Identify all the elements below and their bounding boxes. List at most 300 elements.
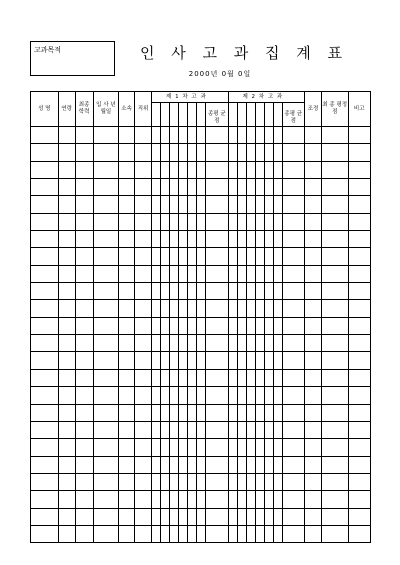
table-cell [264,196,273,213]
header-name: 성 명 [31,92,59,127]
table-cell [58,421,75,438]
table-cell [237,369,246,386]
table-cell [282,300,304,317]
table-cell [161,369,170,386]
table-cell [75,231,93,248]
table-cell [93,473,118,490]
table-cell [321,335,348,352]
table-cell [58,196,75,213]
table-cell [246,525,255,542]
table-cell [282,196,304,213]
table-cell [152,300,161,317]
table-cell [135,161,152,178]
table-cell [119,369,135,386]
table-cell [273,265,282,282]
table-cell [75,127,93,144]
table-cell [273,196,282,213]
table-cell [93,369,118,386]
table-cell [206,335,228,352]
table-cell [304,144,321,161]
table-cell [188,179,197,196]
table-cell [197,265,206,282]
table-row [31,300,371,317]
header-department: 소속 [119,92,135,127]
table-cell [188,127,197,144]
table-cell [152,439,161,456]
table-cell [255,179,264,196]
table-cell [58,213,75,230]
table-cell [246,369,255,386]
table-cell [75,317,93,334]
table-cell [246,456,255,473]
table-cell [75,144,93,161]
table-cell [179,127,188,144]
table-cell [179,265,188,282]
table-cell [179,439,188,456]
table-cell [135,248,152,265]
table-cell [179,248,188,265]
table-cell [31,439,59,456]
table-cell [348,231,371,248]
table-cell [119,161,135,178]
table-cell [161,473,170,490]
table-cell [179,369,188,386]
table-cell [152,144,161,161]
table-cell [188,335,197,352]
table-cell [246,404,255,421]
table-cell [119,525,135,542]
table-cell [31,196,59,213]
table-cell [152,508,161,525]
table-cell [161,508,170,525]
table-cell [152,352,161,369]
table-cell [228,317,237,334]
table-cell [119,421,135,438]
table-cell [228,387,237,404]
table-cell [179,404,188,421]
table-cell [188,231,197,248]
table-cell [273,369,282,386]
table-cell [93,283,118,300]
table-cell [161,248,170,265]
table-cell [228,473,237,490]
table-cell [273,508,282,525]
table-cell [170,404,179,421]
table-cell [161,421,170,438]
table-cell [206,369,228,386]
table-cell [188,144,197,161]
table-cell [321,352,348,369]
table-cell [304,404,321,421]
first-eval-item-cell [152,103,161,127]
table-cell [58,283,75,300]
table-cell [237,231,246,248]
table-cell [197,161,206,178]
table-cell [255,456,264,473]
table-cell [273,317,282,334]
table-row [31,456,371,473]
table-cell [237,196,246,213]
table-cell [228,213,237,230]
table-cell [75,508,93,525]
table-cell [161,127,170,144]
table-cell [206,283,228,300]
table-row [31,196,371,213]
table-cell [273,439,282,456]
table-cell [206,473,228,490]
table-cell [119,387,135,404]
table-row [31,161,371,178]
table-cell [264,352,273,369]
table-cell [135,317,152,334]
table-cell [321,300,348,317]
table-cell [237,404,246,421]
table-cell [282,439,304,456]
table-cell [197,231,206,248]
table-cell [170,161,179,178]
table-cell [58,491,75,508]
table-cell [75,161,93,178]
table-cell [273,352,282,369]
table-cell [348,421,371,438]
table-cell [304,439,321,456]
table-cell [206,179,228,196]
table-cell [246,508,255,525]
table-cell [93,456,118,473]
table-cell [197,127,206,144]
table-cell [75,439,93,456]
table-cell [93,404,118,421]
table-cell [75,421,93,438]
table-cell [255,473,264,490]
table-cell [273,144,282,161]
table-cell [246,421,255,438]
table-cell [304,335,321,352]
table-cell [255,265,264,282]
table-cell [282,456,304,473]
table-cell [170,508,179,525]
table-cell [282,352,304,369]
table-cell [255,231,264,248]
table-cell [255,248,264,265]
table-cell [135,300,152,317]
table-cell [197,404,206,421]
table-cell [264,335,273,352]
table-cell [206,387,228,404]
table-cell [206,248,228,265]
table-cell [119,196,135,213]
table-cell [161,439,170,456]
table-cell [304,491,321,508]
table-cell [119,508,135,525]
table-cell [58,265,75,282]
table-cell [170,439,179,456]
table-cell [348,179,371,196]
table-cell [135,456,152,473]
table-cell [348,525,371,542]
table-cell [75,352,93,369]
table-cell [264,179,273,196]
evaluation-purpose-label: 고과목적 [34,46,62,54]
table-cell [188,421,197,438]
table-cell [152,213,161,230]
table-cell [188,404,197,421]
table-cell [58,473,75,490]
table-cell [304,213,321,230]
table-cell [348,317,371,334]
table-cell [152,283,161,300]
table-cell [31,213,59,230]
table-cell [228,525,237,542]
table-cell [170,473,179,490]
table-cell [321,161,348,178]
table-cell [206,352,228,369]
table-cell [58,352,75,369]
table-cell [161,144,170,161]
table-cell [31,491,59,508]
table-cell [255,387,264,404]
table-cell [273,248,282,265]
table-row [31,369,371,386]
table-cell [75,283,93,300]
table-cell [135,283,152,300]
table-cell [348,248,371,265]
table-cell [135,404,152,421]
table-cell [197,213,206,230]
table-cell [237,317,246,334]
table-cell [161,213,170,230]
table-cell [304,161,321,178]
table-cell [206,456,228,473]
table-cell [255,127,264,144]
table-cell [304,231,321,248]
table-cell [321,196,348,213]
table-cell [75,265,93,282]
table-cell [93,317,118,334]
table-cell [188,369,197,386]
table-cell [321,456,348,473]
table-cell [197,179,206,196]
table-cell [197,387,206,404]
table-cell [170,456,179,473]
table-cell [152,491,161,508]
table-cell [179,508,188,525]
table-cell [255,352,264,369]
table-cell [264,439,273,456]
table-cell [228,491,237,508]
table-cell [228,179,237,196]
table-cell [58,300,75,317]
table-cell [255,317,264,334]
table-cell [170,335,179,352]
table-cell [119,439,135,456]
table-cell [31,508,59,525]
table-cell [255,300,264,317]
table-row [31,352,371,369]
table-cell [179,387,188,404]
table-cell [135,179,152,196]
table-cell [31,317,59,334]
header-row-top [31,92,371,103]
table-row [31,421,371,438]
table-cell [246,196,255,213]
table-cell [161,456,170,473]
table-cell [152,231,161,248]
table-cell [246,491,255,508]
table-cell [119,352,135,369]
table-cell [255,491,264,508]
table-cell [321,144,348,161]
table-cell [321,179,348,196]
table-cell [197,196,206,213]
table-cell [304,387,321,404]
table-row [31,473,371,490]
header-join-date: 입 사 년월일 [93,92,118,127]
table-cell [246,265,255,282]
table-cell [228,248,237,265]
table-cell [170,179,179,196]
table-cell [282,213,304,230]
table-cell [75,300,93,317]
table-cell [152,127,161,144]
first-eval-item-cell [179,103,188,127]
table-cell [304,179,321,196]
table-cell [188,248,197,265]
table-cell [58,404,75,421]
table-cell [321,265,348,282]
table-cell [197,525,206,542]
table-cell [228,196,237,213]
table-cell [31,525,59,542]
table-cell [264,161,273,178]
table-cell [197,369,206,386]
table-row [31,179,371,196]
table-cell [93,196,118,213]
table-cell [273,179,282,196]
table-cell [170,283,179,300]
table-cell [75,473,93,490]
table-cell [321,491,348,508]
table-cell [246,317,255,334]
table-cell [31,352,59,369]
table-cell [58,231,75,248]
table-cell [237,525,246,542]
table-cell [206,508,228,525]
second-eval-item-cell [228,103,237,127]
table-cell [206,161,228,178]
table-cell [321,525,348,542]
table-cell [304,265,321,282]
table-cell [188,283,197,300]
table-cell [348,456,371,473]
table-cell [228,231,237,248]
table-cell [161,231,170,248]
document-title: 인 사 고 과 집 계 표 [140,44,349,62]
table-cell [152,179,161,196]
table-cell [237,161,246,178]
table-cell [75,335,93,352]
table-cell [93,213,118,230]
second-eval-item-cell [237,103,246,127]
table-cell [161,352,170,369]
table-cell [179,473,188,490]
table-cell [264,421,273,438]
table-row [31,213,371,230]
table-cell [197,491,206,508]
table-cell [304,127,321,144]
table-cell [282,387,304,404]
table-cell [31,265,59,282]
table-cell [264,525,273,542]
table-cell [31,231,59,248]
table-cell [228,421,237,438]
table-cell [170,300,179,317]
table-cell [93,179,118,196]
table-cell [179,283,188,300]
table-cell [321,231,348,248]
table-cell [135,352,152,369]
table-cell [282,179,304,196]
table-cell [58,335,75,352]
table-cell [264,265,273,282]
table-cell [161,265,170,282]
table-cell [119,283,135,300]
table-cell [255,144,264,161]
table-cell [179,231,188,248]
table-cell [119,335,135,352]
header-first-total-average: 종평 균점 [206,103,228,127]
table-cell [119,491,135,508]
table-row [31,127,371,144]
table-cell [58,508,75,525]
table-cell [161,300,170,317]
table-cell [93,439,118,456]
table-cell [161,161,170,178]
table-row [31,248,371,265]
table-cell [228,369,237,386]
table-cell [119,179,135,196]
table-cell [152,317,161,334]
table-cell [152,387,161,404]
evaluation-summary-table [30,91,371,543]
table-cell [58,439,75,456]
table-cell [255,508,264,525]
table-cell [304,300,321,317]
table-cell [152,248,161,265]
header-second-total-average: 종평 균점 [282,103,304,127]
table-cell [348,439,371,456]
table-cell [93,265,118,282]
table-cell [31,421,59,438]
table-cell [179,196,188,213]
table-cell [206,231,228,248]
table-cell [152,369,161,386]
header-adjustment: 조정 [304,92,321,127]
header-final-score: 최 종 평정점 [321,92,348,127]
table-cell [75,179,93,196]
second-eval-item-cell [255,103,264,127]
table-cell [31,144,59,161]
table-cell [228,161,237,178]
table-cell [188,491,197,508]
table-cell [237,248,246,265]
table-cell [237,265,246,282]
table-cell [237,387,246,404]
table-cell [228,144,237,161]
table-cell [246,439,255,456]
header-first-evaluation: 제 1 차 고 과 [152,92,228,103]
table-cell [161,387,170,404]
